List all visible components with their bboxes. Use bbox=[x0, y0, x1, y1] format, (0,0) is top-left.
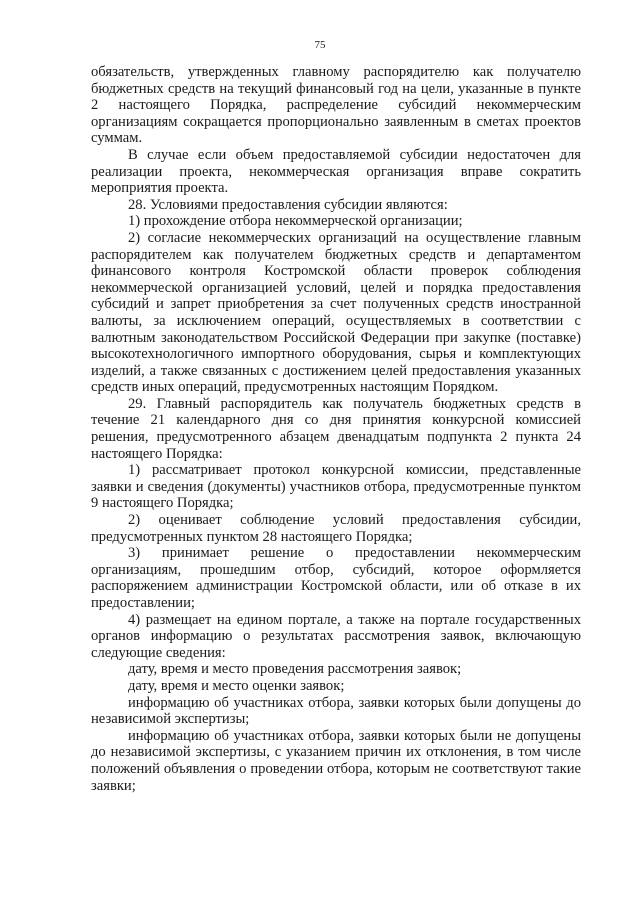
paragraph: В случае если объем предоставляемой субсидии недостаточен для реализации проекта, некоммерческая организация вправе сократить мероприятия проекта. bbox=[91, 146, 581, 197]
paragraph: 2) согласие некоммерческих организаций на осуществление главным распорядителем как получателем бюджетных средств и департаментом финансового контроля Костромской области проверок соблюдения некоммерческой организацией условий, целей и порядка предоставления субсидий и запрет приобретения за счет полученных средств иностранной валюты, за исключением операций, осуществляемых в соответствии с валютным законодательством Российской Федерации при закупке (поставке) высокотехнологичного импортного оборудования, сырья и комплектующих изделий, а также связанных с достижением целей предоставления указанных средств иных операций, предусмотренных настоящим Порядком. bbox=[91, 229, 581, 396]
page-number: 75 bbox=[314, 39, 326, 51]
paragraph: дату, время и место оценки заявок; bbox=[128, 677, 345, 694]
paragraph: 29. Главный распорядитель как получатель бюджетных средств в течение 21 календарного дня со дня принятия конкурсной комиссией решения, предусмотренного абзацем двенадцатым подпункта 2 пункта 24 настоящего Порядка: bbox=[91, 395, 581, 462]
paragraph: 1) прохождение отбора некоммерческой организации; bbox=[128, 213, 463, 230]
paragraph: информацию об участниках отбора, заявки которых были не допущены до независимой экспертизы, с указанием причин их отклонения, в том числе положений объявления о проведении отбора, которым не соответствуют такие заявки; bbox=[91, 727, 581, 794]
paragraph: обязательств, утвержденных главному распорядителю как получателю бюджетных средств на текущий финансовый год на цели, указанные в пункте 2 настоящего Порядка, распределение субсидий некоммерческим организациям сокращается пропорционально заявленным в сметах проектов суммам. bbox=[91, 64, 581, 147]
document-body bbox=[91, 64, 581, 794]
paragraph: информацию об участниках отбора, заявки которых были допущены до независимой экспертизы; bbox=[91, 694, 581, 728]
paragraph: 3) принимает решение о предоставлении некоммерческим организациям, прошедшим отбор, субсидий, которое оформляется распоряжением администрации Костромской области, или об отказе в их предоставлении; bbox=[91, 545, 581, 611]
paragraph: 4) размещает на едином портале, а также на портале государственных органов информацию о результатах рассмотрения заявок, включающую следующие сведения: bbox=[91, 611, 581, 661]
paragraph: 2) оценивает соблюдение условий предоставления субсидии, предусмотренных пунктом 28 настоящего Порядка; bbox=[91, 512, 581, 545]
paragraph: 1) рассматривает протокол конкурсной комиссии, представленные заявки и сведения (документы) участников отбора, предусмотренные пунктом 9 настоящего Порядка; bbox=[91, 462, 581, 512]
paragraph: 28. Условиями предоставления субсидии являются: bbox=[128, 196, 448, 213]
paragraph: дату, время и место проведения рассмотрения заявок; bbox=[128, 661, 462, 678]
